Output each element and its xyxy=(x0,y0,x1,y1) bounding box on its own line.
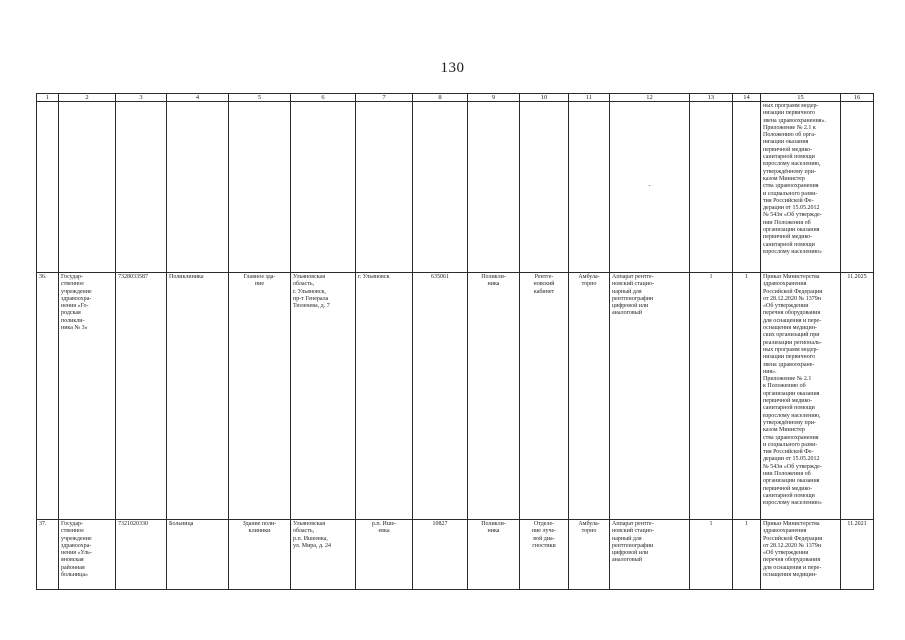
column-header: 8 xyxy=(413,94,468,102)
quantity: 1 xyxy=(733,273,761,520)
date: 11.2025 xyxy=(841,273,874,520)
inn: 7321020330 xyxy=(116,520,167,590)
unit: Отделе- ние луче- вой диа- гностики xyxy=(531,521,557,549)
page-number: 130 xyxy=(440,60,465,76)
column-header: 1 xyxy=(37,94,59,102)
column-number-row xyxy=(37,94,874,102)
table-row xyxy=(37,520,874,590)
quantity: 1 xyxy=(690,520,733,590)
legal-basis-text: Приказ Министерства здравоохранения Российской Федерации от 28.12.2020 № 1379н «Об утверждении перечня оборудования для оснащения и пере- оснащения медицин- xyxy=(763,521,823,579)
column-header: 12 xyxy=(610,94,690,102)
column-header: 10 xyxy=(520,94,569,102)
building-name: Здание поли- клиники xyxy=(242,521,277,535)
dash-mark: - xyxy=(648,183,651,190)
column-header: 2 xyxy=(59,94,116,102)
row-number: 37. xyxy=(37,520,59,590)
unit: Рентге- новский кабинет xyxy=(533,274,555,295)
column-header: 14 xyxy=(733,94,761,102)
inn: 7328033587 xyxy=(116,273,167,520)
quantity: 1 xyxy=(733,520,761,590)
column-header: 13 xyxy=(690,94,733,102)
column-header: 11 xyxy=(569,94,610,102)
column-header: 15 xyxy=(761,94,841,102)
care-condition: Амбула- торно xyxy=(578,521,600,535)
table-row-continuation xyxy=(37,102,874,273)
column-header: 5 xyxy=(229,94,291,102)
row-number: 36. xyxy=(37,273,59,520)
legal-basis-text: Приказ Министерства здравоохранения Российской Федерации от 28.12.2020 № 1379н «Об утверждении перечня оборудования для оснащения и пере- оснащения медицин- ских организаций при реализации региональ- ных программ модер- низации первичного звена здравоохране- ния». Приложение № 2.1 к Положению об организации оказания первичной медико- санитарной помощи взрослому населению, утверждённому при- казом Министер ства здравоохранения и социального разви- тия Российской Фе- дерации от 15.05.2012 № 543н «Об утвержде- нии Положения об организации оказания первичной медико- санитарной помощи взрослому населению» xyxy=(763,274,823,507)
column-header: 7 xyxy=(356,94,413,102)
facility-type: Больница xyxy=(167,520,229,590)
date: 11.2021 xyxy=(841,520,874,590)
profile: Поликли- ника xyxy=(481,274,506,288)
organization-name: Государ- ственное учреждение здравоохра- нения «Го- родская поликли- ника № 3» xyxy=(61,274,92,332)
address: Ульяновская область, р.п. Ишеевка, ул. Мира, д. 24 xyxy=(293,521,331,549)
column-header: 9 xyxy=(468,94,520,102)
organization-name: Государ- ственное учреждение здравоохра- нения «Уль- яновская районная больница» xyxy=(61,521,92,579)
table-row xyxy=(37,273,874,520)
equipment-name: Аппарат рентге- новский стацио- нарный для рентгенографии цифровой или аналоговый xyxy=(612,274,654,317)
settlement: р.п. Ише- евка xyxy=(371,521,397,535)
building-name: Главное зда- ние xyxy=(243,274,276,288)
facility-type: Поликлиника xyxy=(167,273,229,520)
settlement: г. Ульяновск xyxy=(356,273,413,520)
population: 635061 xyxy=(413,273,468,520)
column-header: 3 xyxy=(116,94,167,102)
profile: Поликли- ника xyxy=(481,521,506,535)
column-header: 16 xyxy=(841,94,874,102)
care-condition: Амбула- торно xyxy=(578,274,600,288)
population: 10827 xyxy=(413,520,468,590)
column-header: 6 xyxy=(291,94,356,102)
column-header: 4 xyxy=(167,94,229,102)
quantity: 1 xyxy=(690,273,733,520)
legal-basis-text: ных программ модер- низации первичного звена здравоохранения». Приложение № 2.1 к Положению об орга- низации оказания первичной медико- санитарной помощи взрослому населению, утверждённому при- казом Министер ства здравоохранения и социального разви- тия Российской Фе- дерации от 15.05.2012 № 543н «Об утвержде- нии Положения об организации оказания первичной медико- санитарной помощи взрослому населению» xyxy=(763,103,827,255)
equipment-name: Аппарат рентге- новский стацио- нарный для рентгенографии цифровой или аналоговый xyxy=(612,521,654,564)
address: Ульяновская область, г. Ульяновск, пр-т Генерала Тюленева, д. 7 xyxy=(293,274,330,310)
equipment-registry-table xyxy=(36,93,874,590)
